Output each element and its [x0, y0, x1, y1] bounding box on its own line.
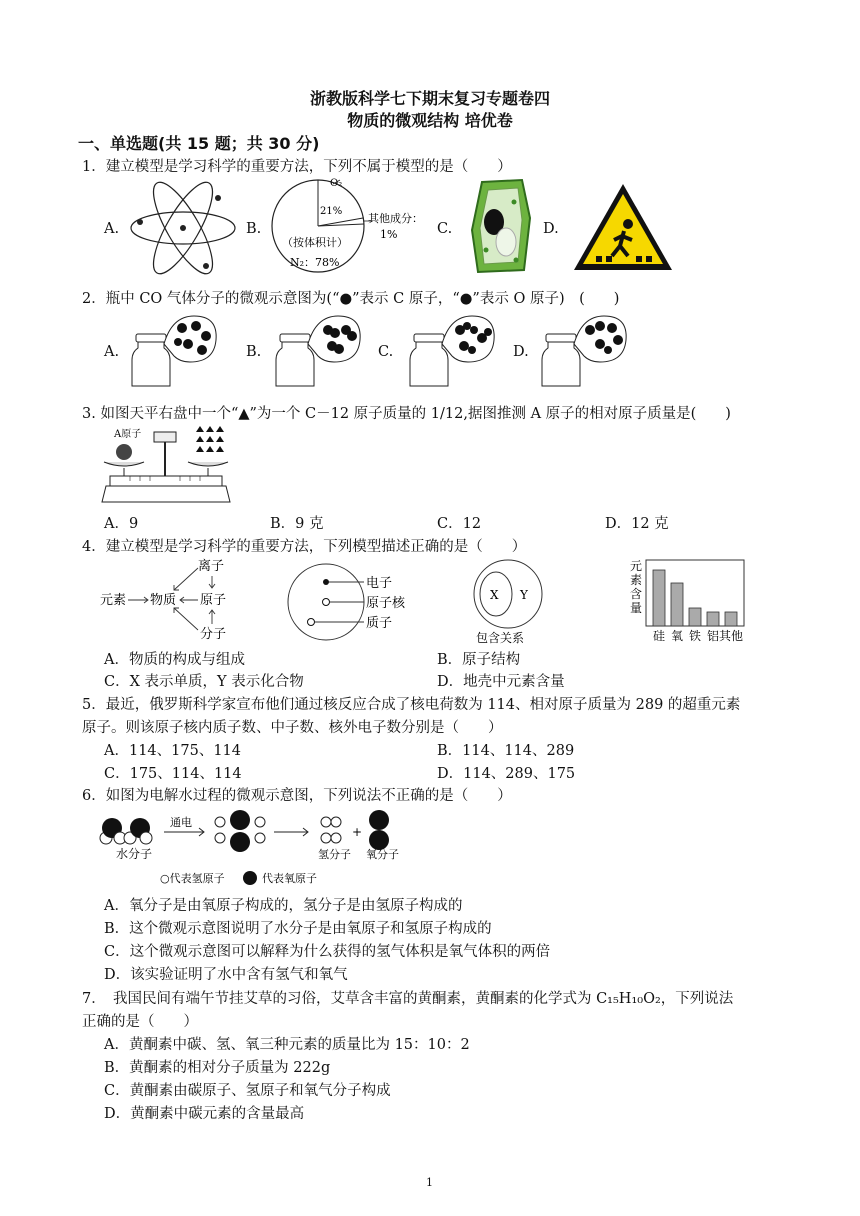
- pie-by-volume: （按体积计）: [282, 236, 348, 249]
- matter-composition-diagram: [98, 556, 248, 644]
- q1-option-d-label: D.: [543, 221, 559, 237]
- q1-option-b-label: B.: [246, 221, 262, 237]
- question-6-stem: 6．如图为电解水过程的微观示意图，下列说法不正确的是（ ）: [82, 788, 512, 804]
- q2-option-a-label: A.: [104, 344, 120, 360]
- crust-ylabel-1: 元: [630, 559, 643, 573]
- q1-option-c-label: C.: [437, 221, 453, 237]
- crust-cat-al: 铝: [707, 629, 720, 643]
- atom-proton-label: 质子: [366, 616, 393, 631]
- legend-oxygen: 代表氧原子: [262, 872, 317, 885]
- q4-option-c: C．X 表示单质，Y 表示化合物: [104, 674, 304, 690]
- legend-hydrogen: ○代表氢原子: [160, 872, 225, 885]
- q2-option-b-label: B.: [246, 344, 262, 360]
- question-5-stem-line1: 5．最近，俄罗斯科学家宣布他们通过核反应合成了核电荷数为 114、相对原子质量为 289 的超重元素: [82, 697, 741, 713]
- atom-nucleus-label: 原子核: [366, 596, 406, 611]
- q7-option-d: D．黄酮素中碳元素的含量最高: [104, 1106, 305, 1122]
- electrolysis-label: 通电: [170, 816, 192, 829]
- q3-option-a: A．9: [104, 516, 139, 532]
- atom-electron-label: 电子: [366, 576, 393, 591]
- crust-elements-bar-chart: [628, 556, 748, 646]
- balance-scale-figure: [100, 424, 234, 510]
- pie-1-label: 1%: [380, 228, 398, 241]
- pie-o2-label: O₂: [330, 178, 343, 189]
- q5-option-c: C．175、114、114: [104, 766, 242, 782]
- q3-option-c: C．12: [437, 516, 482, 532]
- question-3-stem: 3. 如图天平右盘中一个“▲”为一个 C－12 原子质量的 1/12,据图推测 A 原子的相对原子质量是( ): [82, 406, 731, 422]
- question-2-stem: 2．瓶中 CO 气体分子的微观示意图为(“●”表示 C 原子，“●”表示 O 原子) ( ): [82, 291, 620, 307]
- q6-option-b: B．这个微观示意图说明了水分子是由氧原子和氢原子构成的: [104, 921, 492, 937]
- q5-option-d: D．114、289、175: [437, 766, 576, 782]
- q7-option-a: A．黄酮素中碳、氢、氧三种元素的质量比为 15：10：2: [104, 1037, 470, 1053]
- pie-n2-label: N₂：78%: [290, 256, 340, 269]
- plant-cell-figure: [468, 178, 534, 274]
- q5-option-a: A．114、175、114: [104, 743, 241, 759]
- atom-structure-diagram: [286, 560, 426, 644]
- water-molecule-label: 水分子: [116, 847, 153, 861]
- question-5-stem-line2: 原子。则该原子核内质子数、中子数、核外电子数分别是（ ）: [82, 720, 503, 736]
- air-composition-pie: [268, 176, 428, 276]
- diagram-matter: 物质: [150, 593, 177, 608]
- q6-option-d: D．该实验证明了水中含有氢气和氧气: [104, 967, 348, 983]
- diagram-molecule: 分子: [200, 627, 227, 642]
- oxygen-molecule-label: 氧分子: [366, 848, 399, 861]
- diagram-element: 元素: [100, 593, 127, 608]
- q5-option-b: B．114、114、289: [437, 743, 575, 759]
- atom-model-figure: [128, 180, 238, 276]
- question-7-stem-line2: 正确的是（ ）: [82, 1014, 198, 1030]
- crust-cat-o: 氧: [671, 629, 684, 643]
- inclusion-caption: 包含关系: [476, 631, 525, 645]
- diagram-atom: 原子: [200, 593, 227, 608]
- q2-option-d-label: D.: [513, 344, 529, 360]
- question-7-stem-line1: 7． 我国民间有端午节挂艾草的习俗，艾草含丰富的黄酮素，黄酮素的化学式为 C₁₅H₁₀O₂，下列说法: [82, 991, 734, 1007]
- q2-bottle-c: [406, 312, 498, 390]
- hydrogen-molecule-label: 氢分子: [318, 848, 351, 861]
- q2-bottle-a: [128, 312, 220, 390]
- q3-option-b: B．9 克: [270, 516, 324, 532]
- q4-option-d: D．地壳中元素含量: [437, 674, 565, 690]
- q2-option-c-label: C.: [378, 344, 394, 360]
- q2-bottle-d: [538, 312, 630, 390]
- crust-cat-si: 硅: [653, 629, 666, 643]
- q2-bottle-b: [272, 312, 364, 390]
- inclusion-relation-diagram: [462, 558, 554, 646]
- pedestrian-crossing-sign-icon: [572, 182, 674, 274]
- q1-option-a-label: A.: [104, 221, 120, 237]
- q7-option-c: C．黄酮素由碳原子、氢原子和氧气分子构成: [104, 1083, 391, 1099]
- crust-ylabel-3: 含: [630, 587, 643, 601]
- pie-21-label: 21%: [320, 206, 343, 217]
- diagram-ion: 离子: [198, 559, 225, 574]
- inclusion-x: X: [490, 588, 499, 602]
- q6-option-a: A．氧分子是由氧原子构成的，氢分子是由氢原子构成的: [104, 898, 463, 914]
- q6-option-c: C．这个微观示意图可以解释为什么获得的氢气体积是氧气体积的两倍: [104, 944, 551, 960]
- page-number: 1: [426, 1176, 433, 1189]
- electrolysis-diagram: [96, 808, 416, 888]
- q4-option-a: A．物质的构成与组成: [104, 652, 245, 668]
- pie-other-label: 其他成分：: [368, 212, 423, 225]
- balance-atom-a-label: A原子: [114, 429, 142, 440]
- q4-option-b: B．原子结构: [437, 652, 521, 668]
- question-4-stem: 4．建立模型是学习科学的重要方法，下列模型描述正确的是（ ）: [82, 539, 527, 555]
- section-heading: 一、单选题(共 15 题；共 30 分): [78, 134, 320, 153]
- crust-cat-other: 其他: [719, 629, 744, 643]
- page-subtitle: 物质的微观结构 培优卷: [347, 111, 513, 130]
- page-title: 浙教版科学七下期末复习专题卷四: [309, 89, 550, 108]
- crust-ylabel-4: 量: [630, 601, 643, 615]
- crust-cat-fe: 铁: [689, 629, 702, 643]
- plus-sign: +: [352, 825, 363, 839]
- inclusion-y: Y: [520, 588, 528, 602]
- question-1-stem: 1．建立模型是学习科学的重要方法，下列不属于模型的是（ ）: [82, 159, 512, 175]
- q7-option-b: B．黄酮素的相对分子质量为 222g: [104, 1060, 331, 1076]
- q3-option-d: D．12 克: [605, 516, 669, 532]
- crust-ylabel-2: 素: [630, 573, 643, 587]
